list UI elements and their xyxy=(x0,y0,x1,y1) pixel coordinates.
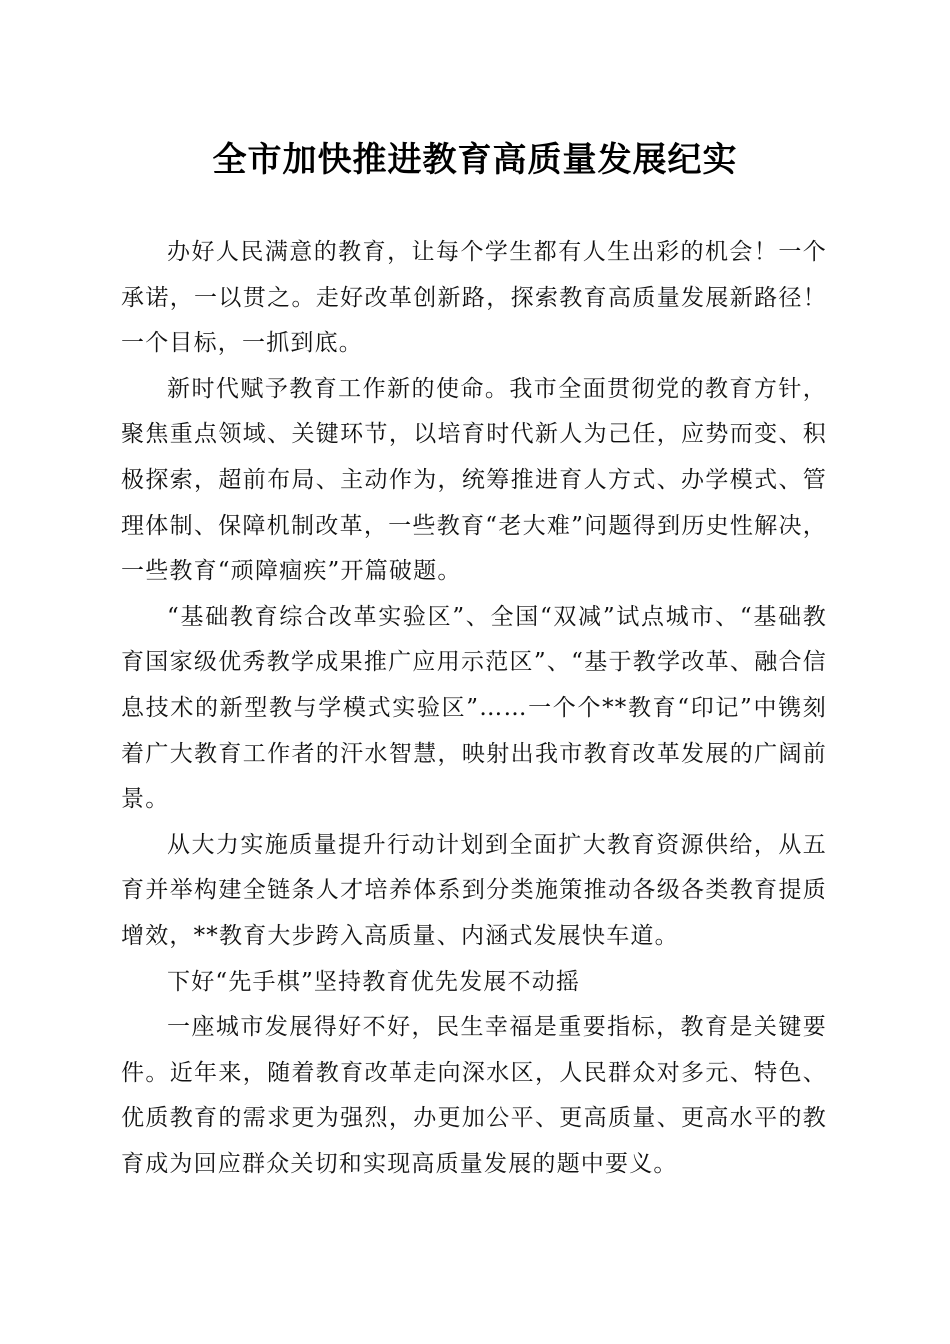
paragraph-new-era: 新时代赋予教育工作新的使命。我市全面贯彻党的教育方针，聚焦重点领域、关键环节，以培育时代新人为己任，应势而变、积极探索，超前布局、主动作为，统筹推进育人方式、办学模式、管理体制、保障机制改革，一些教育“老大难”问题得到历史性解决，一些教育“顽障痼疾”开篇破题。 xyxy=(121,375,827,585)
section-heading: 下好“先手棋”坚持教育优先发展不动摇 xyxy=(167,968,581,995)
paragraph-honors: “基础教育综合改革实验区”、全国“双减”试点城市、“基础教育国家级优秀教学成果推广应用示范区”、“基于教学改革、融合信息技术的新型教与学模式实验区”……一个个**教育“印记”中镌刻着广大教育工作者的汗水智慧，映射出我市教育改革发展的广阔前景。 xyxy=(121,603,827,813)
document-title: 全市加快推进教育高质量发展纪实 xyxy=(212,140,738,180)
paragraph-city-development: 一座城市发展得好不好，民生幸福是重要指标，教育是关键要件。近年来，随着教育改革走向深水区，人民群众对多元、特色、优质教育的需求更为强烈，办更加公平、更高质量、更高水平的教育成为回应群众关切和实现高质量发展的题中要义。 xyxy=(121,1014,827,1177)
paragraph-intro: 办好人民满意的教育，让每个学生都有人生出彩的机会！一个承诺，一以贯之。走好改革创新路，探索教育高质量发展新路径！一个目标，一抓到底。 xyxy=(121,239,827,357)
paragraph-progress: 从大力实施质量提升行动计划到全面扩大教育资源供给，从五育并举构建全链条人才培养体系到分类施策推动各级各类教育提质增效，**教育大步跨入高质量、内涵式发展快车道。 xyxy=(121,831,827,949)
document-body xyxy=(121,230,827,1187)
